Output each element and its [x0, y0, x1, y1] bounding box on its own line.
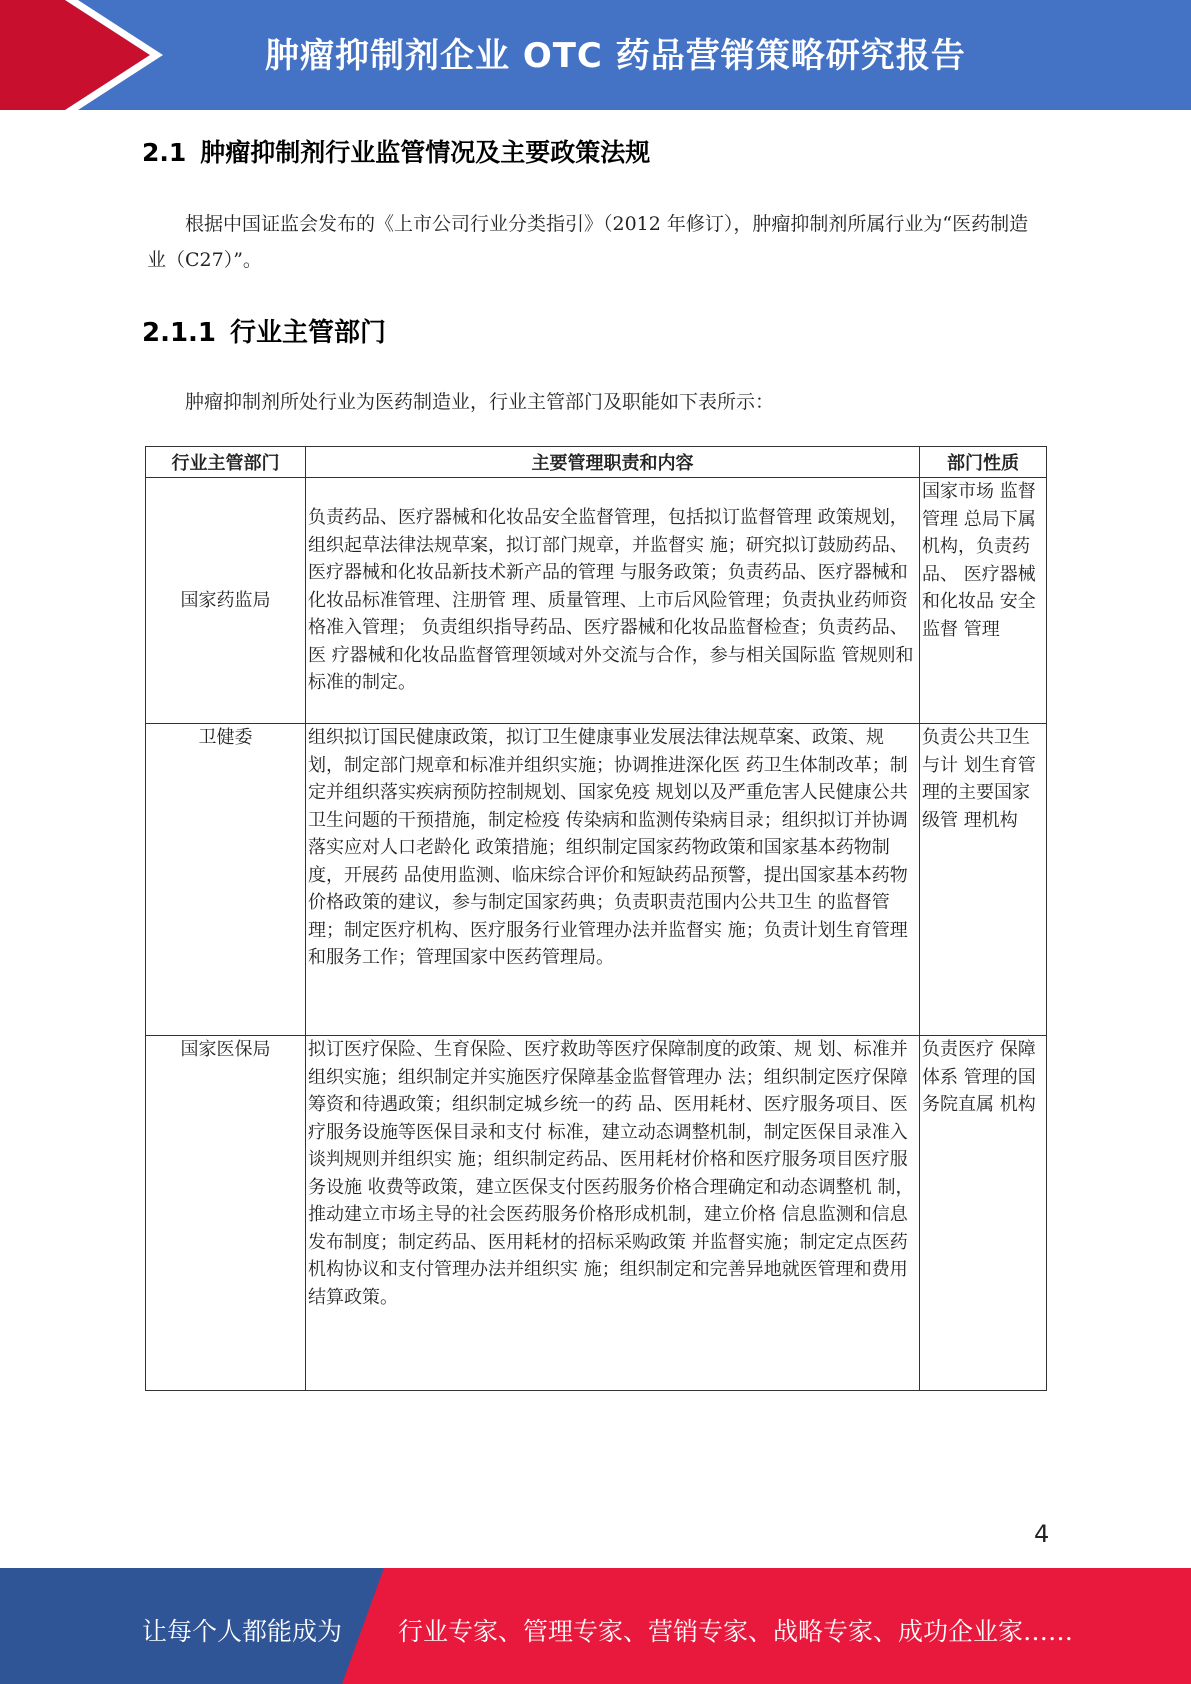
header-nature: 部门性质	[920, 447, 1047, 478]
page-header	[0, 0, 1191, 110]
table-intro-text: 肿瘤抑制剂所处行业为医药制造业，行业主管部门及职能如下表所示：	[185, 391, 775, 413]
nature-cell: 国家市场 监督管理 总局下属 机构，负责药品、 医疗器械 和化妆品 安全监督 管理	[920, 478, 1047, 724]
nature-cell: 负责医疗 保障体系 管理的国 务院直属 机构	[920, 1036, 1047, 1391]
duty-cell: 拟订医疗保险、生育保险、医疗救助等医疗保障制度的政策、规 划、标准并组织实施；组织制定并实施医疗保障基金监督管理办 法；组织制定医疗保障筹资和待遇政策；组织制定城乡统一的药 品、医用耗材、医疗服务项目、医疗服务设施等医保目录和支付 标准，建立动态调整机制，制定医保目录准入谈判规则并组织实 施；组织制定药品、医用耗材价格和医疗服务项目医疗服务设施 收费等政策，建立医保支付医药服务价格合理确定和动态调整机 制，推动建立市场主导的社会医药服务价格形成机制，建立价格 信息监测和信息发布制度；制定药品、医用耗材的招标采购政策 并监督实施；制定定点医药机构协议和支付管理办法并组织实 施；组织制定和完善异地就医管理和费用结算政策。	[306, 1036, 920, 1391]
report-title: 肿瘤抑制剂企业 OTC 药品营销策略研究报告	[265, 36, 966, 76]
table-header-row	[146, 447, 1047, 478]
table-row	[146, 1036, 1047, 1391]
subsection-title: 行业主管部门	[230, 318, 387, 348]
nature-cell: 负责公共卫生与计 划生育管 理的主要国家级管 理机构	[920, 724, 1047, 1036]
dept-cell: 国家药监局	[146, 478, 306, 724]
section-title: 肿瘤抑制剂行业监管情况及主要政策法规	[200, 138, 651, 167]
page-number: 4	[1034, 1520, 1050, 1548]
table-row	[146, 724, 1047, 1036]
subsection-number: 2.1.1	[142, 318, 217, 348]
duty-cell: 组织拟订国民健康政策，拟订卫生健康事业发展法律法规草案、政策、规划，制定部门规章和标准并组织实施；协调推进深化医 药卫生体制改革；制定并组织落实疾病预防控制规划、国家免疫 规划以及严重危害人民健康公共卫生问题的干预措施，制定检疫 传染病和监测传染病目录；组织拟订并协调落实应对人口老龄化 政策措施；组织制定国家药物政策和国家基本药物制度，开展药 品使用监测、临床综合评价和短缺药品预警，提出国家基本药物 价格政策的建议，参与制定国家药典；负责职责范围内公共卫生 的监督管理；制定医疗机构、医疗服务行业管理办法并监督实 施；负责计划生育管理和服务工作；管理国家中医药管理局。	[306, 724, 920, 1036]
page-footer	[0, 1568, 1191, 1684]
section-heading	[142, 133, 650, 169]
section-number: 2.1	[142, 138, 187, 167]
regulator-table	[145, 446, 1047, 1391]
footer-slogan-right: 行业专家、管理专家、营销专家、战略专家、成功企业家……	[398, 1617, 1074, 1646]
intro-paragraph: 根据中国证监会发布的《上市公司行业分类指引》（2012 年修订），肿瘤抑制剂所属行业为“医药制造业（C27）”。	[147, 213, 1029, 271]
footer-slogan-left: 让每个人都能成为	[142, 1617, 343, 1646]
dept-cell: 国家医保局	[146, 1036, 306, 1391]
header-dept: 行业主管部门	[146, 447, 306, 478]
duty-cell: 负责药品、医疗器械和化妆品安全监督管理，包括拟订监督管理 政策规划，组织起草法律法规草案，拟订部门规章，并监督实 施；研究拟订鼓励药品、医疗器械和化妆品新技术新产品的管理 与服务政策；负责药品、医疗器械和化妆品标准管理、注册管 理、质量管理、上市后风险管理；负责执业药师资格准入管理； 负责组织指导药品、医疗器械和化妆品监督检查；负责药品、医 疗器械和化妆品监督管理领域对外交流与合作，参与相关国际监 管规则和标准的制定。	[306, 478, 920, 724]
header-duty: 主要管理职责和内容	[306, 447, 920, 478]
table-row	[146, 478, 1047, 724]
subsection-heading	[142, 312, 386, 349]
dept-cell: 卫健委	[146, 724, 306, 1036]
